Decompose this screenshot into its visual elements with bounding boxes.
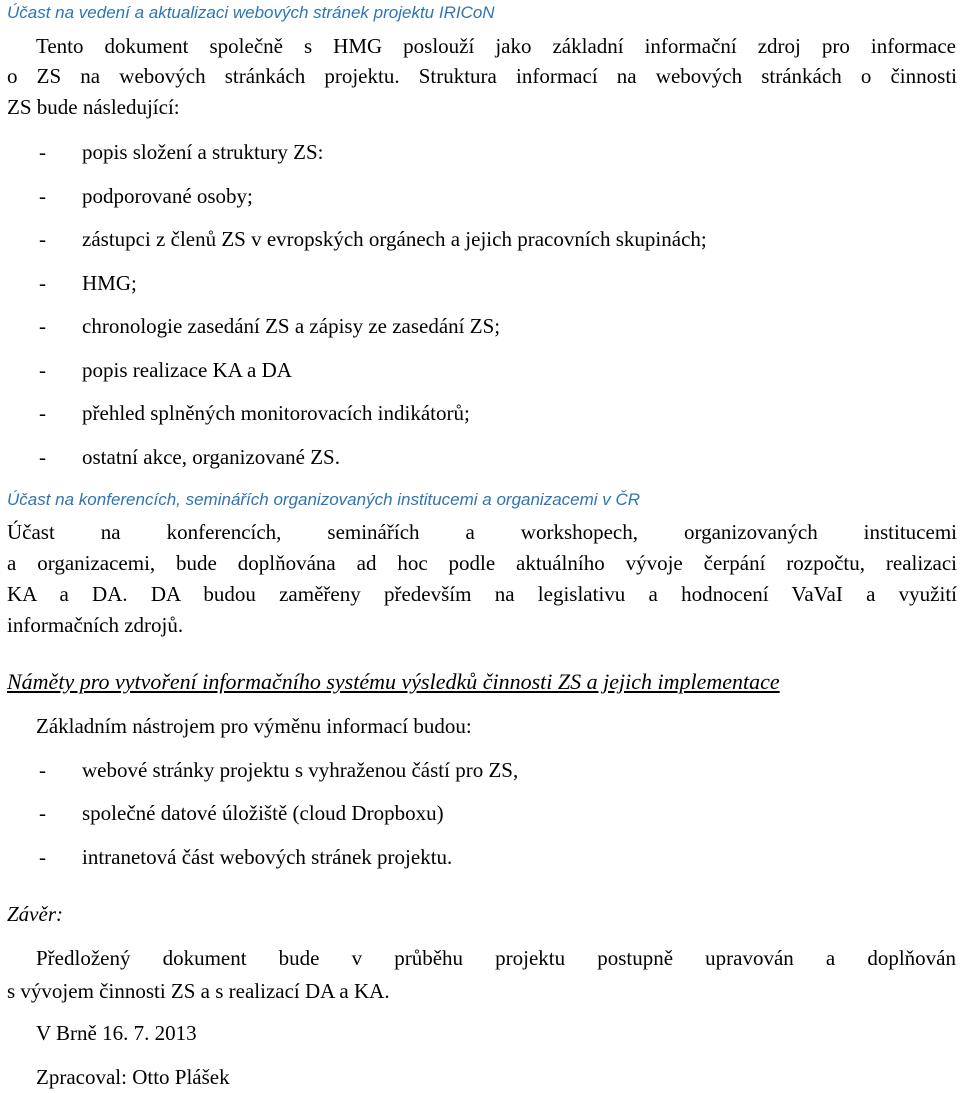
list-item	[39, 227, 707, 251]
paragraph-line: informačních zdrojů.	[7, 613, 184, 637]
paragraph-line: ZS bude následující:	[7, 95, 180, 119]
place-date: V Brně 16. 7. 2013	[36, 1021, 197, 1045]
list-item-text: intranetová část webových stránek projektu.	[82, 845, 453, 869]
list-item-text: podporované osoby;	[82, 184, 253, 208]
list-item	[39, 401, 470, 425]
list-item	[39, 445, 340, 469]
paragraph-line: o ZS na webových stránkách projektu. Struktura informací na webových stránkách o činnosti	[7, 64, 957, 88]
conclusion-heading: Závěr:	[7, 902, 63, 926]
list-item	[39, 314, 500, 338]
list-item	[39, 801, 444, 825]
bullet-dash: -	[39, 445, 46, 469]
list-item	[39, 140, 323, 164]
paragraph-line: a organizacemi, bude doplňována ad hoc podle aktuálního vývoje čerpání rozpočtu, realizaci	[7, 551, 957, 575]
bullet-dash: -	[39, 358, 46, 382]
list-item-text: popis realizace KA a DA	[82, 358, 292, 382]
list-item-text: popis složení a struktury ZS:	[82, 140, 324, 164]
bullet-dash: -	[39, 227, 46, 251]
bullet-dash: -	[39, 271, 46, 295]
list-item	[39, 758, 518, 782]
intro-line: Základním nástrojem pro výměnu informací budou:	[36, 714, 472, 738]
section-heading-ideas: Náměty pro vytvoření informačního systému výsledků činnosti ZS a jejich implementace	[7, 669, 780, 694]
list-item	[39, 271, 137, 295]
list-item-text: přehled splněných monitorovacích indikátorů;	[82, 401, 470, 425]
bullet-dash: -	[39, 801, 46, 825]
paragraph-line: KA a DA. DA budou zaměřeny především na legislativu a hodnocení VaVaI a využití	[7, 582, 957, 606]
paragraph-line: Účast na konferencích, seminářích a workshopech, organizovaných institucemi	[7, 520, 957, 544]
section-heading-web: Účast na vedení a aktualizaci webových stránek projektu IRICoN	[7, 3, 495, 22]
list-item	[39, 845, 452, 869]
section-heading-conferences: Účast na konferencích, seminářích organizovaných institucemi a organizacemi v ČR	[7, 490, 641, 509]
bullet-dash: -	[39, 845, 46, 869]
list-item-text: společné datové úložiště (cloud Dropboxu)	[82, 801, 444, 825]
bullet-dash: -	[39, 758, 46, 782]
paragraph-line: s vývojem činnosti ZS a s realizací DA a KA.	[7, 979, 390, 1003]
list-item-text: webové stránky projektu s vyhraženou částí pro ZS,	[82, 758, 519, 782]
paragraph-line: Předložený dokument bude v průběhu projektu postupně upravován a doplňován	[36, 946, 956, 970]
author-line: Zpracoval: Otto Plášek	[36, 1065, 230, 1089]
bullet-dash: -	[39, 140, 46, 164]
bullet-dash: -	[39, 314, 46, 338]
list-item-text: chronologie zasedání ZS a zápisy ze zasedání ZS;	[82, 314, 501, 338]
list-item-text: zástupci z členů ZS v evropských orgánech a jejich pracovních skupinách;	[82, 227, 707, 251]
bullet-dash: -	[39, 184, 46, 208]
list-item-text: ostatní akce, organizované ZS.	[82, 445, 340, 469]
paragraph-line: Tento dokument společně s HMG poslouží jako základní informační zdroj pro informace	[36, 34, 956, 58]
list-item	[39, 358, 292, 382]
list-item-text: HMG;	[82, 271, 137, 295]
bullet-dash: -	[39, 401, 46, 425]
list-item	[39, 184, 253, 208]
